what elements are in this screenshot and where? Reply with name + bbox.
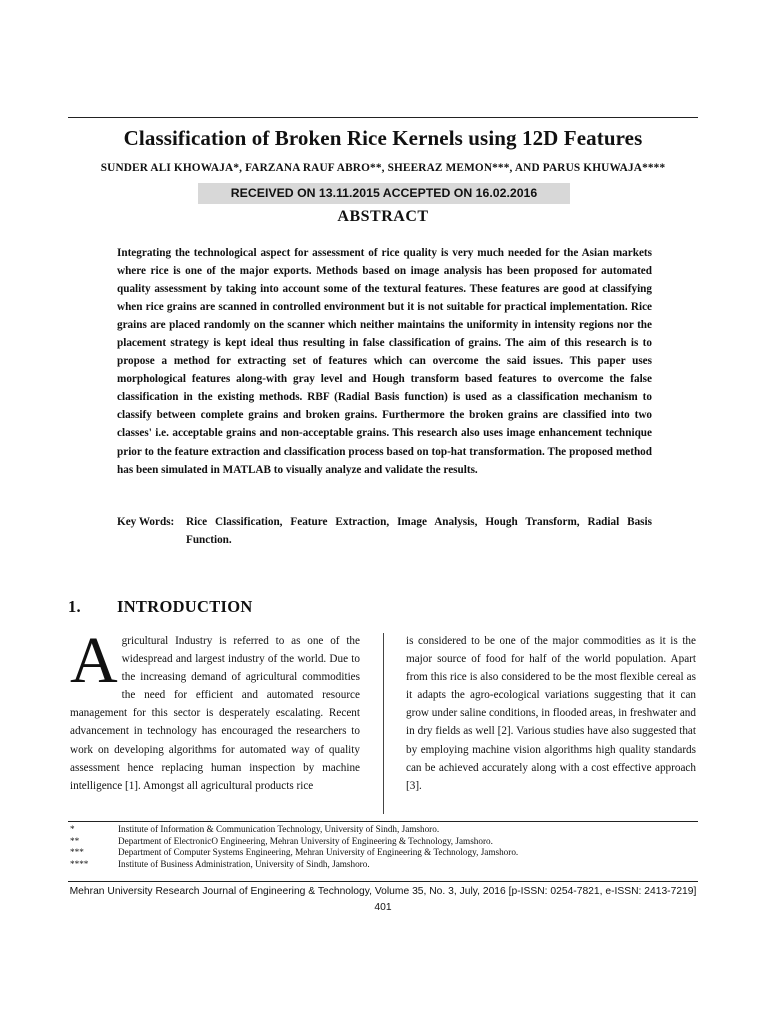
keywords-text: Rice Classification, Feature Extraction, Image Analysis, Hough Transform, Radial Basis Function.	[186, 516, 652, 546]
footnote-text: Institute of Information & Communication Technology, University of Sindh, Jamshoro.	[118, 824, 440, 834]
intro-right-text: is considered to be one of the major commodities as it is the major source of food for half of the world population. Apart from this rice is also considered to be the most flexible cereal as it adapts the agro-ecological variations suggesting that it can grow under saline conditions, in flooded areas, in freshwater and in dry fields as well [2]. Various studies have also suggested that by employing machine vision algorithms high quality standards can be achieved accurately along with a cost effective approach [3].	[406, 635, 696, 792]
top-rule	[68, 117, 698, 118]
paper-title: Classification of Broken Rice Kernels using 12D Features	[123, 126, 643, 150]
page-number: 401	[374, 902, 392, 913]
section-title: INTRODUCTION	[117, 597, 253, 616]
footnote	[70, 847, 690, 859]
footnote-mark: ****	[70, 858, 89, 869]
intro-right-column	[406, 632, 696, 795]
footnotes	[70, 824, 690, 870]
keywords	[117, 513, 652, 549]
author-list: SUNDER ALI KHOWAJA*, FARZANA RAUF ABRO**, SHEERAZ MEMON***, AND PARUS KHUWAJA****	[100, 162, 666, 174]
footnote-rule	[68, 821, 698, 822]
footnote-mark: **	[70, 835, 80, 846]
footnote-text: Department of ElectronicO Engineering, Mehran University of Engineering & Technology, Jamshoro.	[118, 835, 493, 846]
footer-rule	[68, 881, 698, 882]
keywords-label: Key Words:	[117, 516, 175, 528]
footnote	[70, 836, 690, 848]
footnote-mark: *	[70, 824, 75, 834]
section-heading	[68, 597, 253, 617]
abstract-body: Integrating the technological aspect for assessment of rice quality is very much needed for the Asian markets where rice is one of the major exports. Methods based on image analysis has been proposed for automated quality assessment by taking into account some of the textural features. These features are good at classifying when rice grains are scanned in controlled environment but it is not suitable for practical implementation. Rice grains are placed randomly on the scanner which neither maintains the uniformity in intensity regions nor the placement strategy is kept ideal thus resulting in false classification of grains. The aim of this research is to propose a method for extracting set of features which can overcome the said issues. This paper uses morphological features along-with gray level and Hough transform based features to overcome the false classification in the existing methods. RBF (Radial Basis function) is used as a classification mechanism to classify between complete grains and broken grains. Furthermore the broken grains are classified into two classes' i.e. acceptable grains and non-acceptable grains. This research also uses image enhancement technique prior to the feature extraction and classification process based on top-hat transformation. The proposed method has been simulated in MATLAB to visually analyze and validate the results.	[117, 247, 652, 476]
abstract-heading: ABSTRACT	[337, 208, 429, 225]
footnote	[70, 824, 690, 836]
column-divider	[383, 633, 384, 814]
intro-left-column	[70, 624, 360, 795]
intro-left-text: gricultural Industry is referred to as one of the widespread and largest industry of the world. Due to the increasing demand of agricultural commodities the need for efficient and automated resource management for this sector is desperately escalating. Recent advancement in technology has encouraged the researchers to work on developing algorithms for automated way of quality assessment hence replacing human inspection by machine intelligence [1]. Amongst all agricultural products rice	[70, 635, 360, 792]
footnote	[70, 859, 690, 871]
received-banner: RECEIVED ON 13.11.2015 ACCEPTED ON 16.02.2016	[198, 183, 570, 204]
drop-cap: A	[70, 624, 118, 697]
footnote-text: Department of Computer Systems Engineering, Mehran University of Engineering & Technology, Jamshoro.	[118, 847, 519, 858]
journal-citation: Mehran University Research Journal of Engineering & Technology, Volume 35, No. 3, July, 2016 [p-ISSN: 0254-7821, e-ISSN: 2413-7219]	[69, 886, 697, 897]
footnote-mark: ***	[70, 847, 84, 858]
section-number: 1.	[68, 597, 81, 616]
footnote-text: Institute of Business Administration, University of Sindh, Jamshoro.	[118, 858, 370, 869]
